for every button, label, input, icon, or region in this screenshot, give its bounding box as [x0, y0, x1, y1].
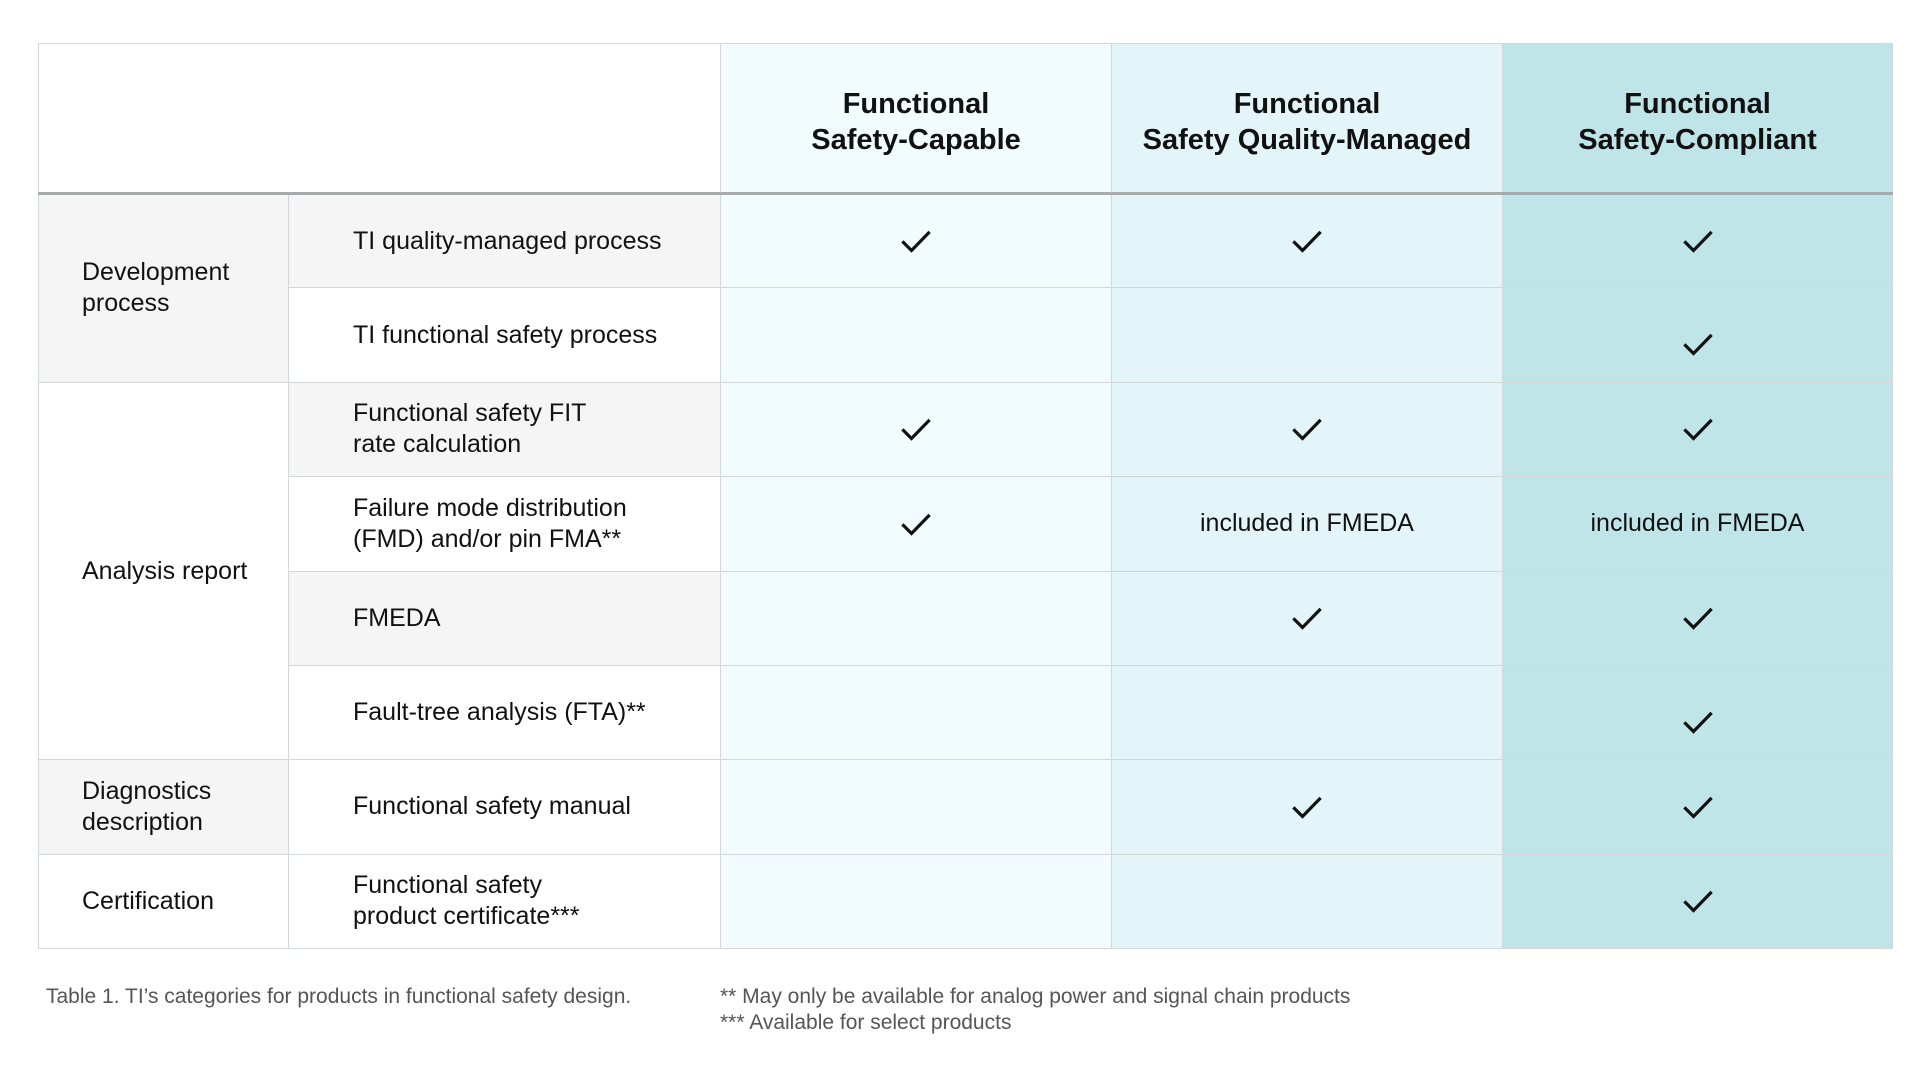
value-cell [1503, 382, 1893, 476]
table-row [39, 382, 1893, 476]
value-cell [1112, 194, 1503, 288]
footnote: *** Available for select products [720, 1011, 1012, 1034]
column-header-quality-managed: Functional Safety Quality-Managed [1112, 44, 1503, 194]
row-item-label: TI quality-managed process [289, 194, 721, 288]
checkmark-icon [1683, 333, 1713, 357]
checkmark-icon [1683, 890, 1713, 914]
value-cell [721, 571, 1112, 665]
value-cell [1503, 288, 1893, 382]
table-row [39, 760, 1893, 854]
value-cell [721, 194, 1112, 288]
value-cell: included in FMEDA [1112, 477, 1503, 571]
header-blank-cell [39, 44, 721, 194]
value-cell: included in FMEDA [1503, 477, 1893, 571]
checkmark-icon [1683, 607, 1713, 631]
column-header-safety-capable: Functional Safety-Capable [721, 44, 1112, 194]
value-cell [1112, 382, 1503, 476]
table-row [39, 288, 1893, 382]
checkmark-icon [901, 418, 931, 442]
checkmark-icon [1683, 230, 1713, 254]
column-header-safety-compliant: Functional Safety-Compliant [1503, 44, 1893, 194]
footnote: ** May only be available for analog power and signal chain products [720, 985, 1351, 1008]
row-item-label: Functional safety product certificate*** [289, 854, 721, 948]
value-cell [1112, 288, 1503, 382]
row-item-label: Functional safety FIT rate calculation [289, 382, 721, 476]
footnotes [720, 984, 1350, 1036]
value-cell [721, 760, 1112, 854]
checkmark-icon [1292, 796, 1322, 820]
value-cell [1112, 571, 1503, 665]
value-cell [721, 665, 1112, 759]
table-row [39, 854, 1893, 948]
checkmark-icon [1683, 796, 1713, 820]
value-cell [1112, 665, 1503, 759]
header-row [39, 44, 1893, 194]
checkmark-icon [1683, 418, 1713, 442]
value-cell [721, 854, 1112, 948]
value-cell [1503, 854, 1893, 948]
checkmark-icon [901, 230, 931, 254]
category-certification: Certification [39, 854, 289, 948]
checkmark-icon [1292, 230, 1322, 254]
row-item-label: TI functional safety process [289, 288, 721, 382]
category-development-process: Development process [39, 194, 289, 383]
table-caption: Table 1. TI’s categories for products in functional safety design. [46, 985, 632, 1008]
row-item-label: FMEDA [289, 571, 721, 665]
checkmark-icon [1292, 607, 1322, 631]
row-item-label: Failure mode distribution (FMD) and/or pin FMA** [289, 477, 721, 571]
value-cell [1503, 571, 1893, 665]
value-cell [1503, 665, 1893, 759]
table-row [39, 477, 1893, 571]
value-cell [721, 288, 1112, 382]
table-row [39, 665, 1893, 759]
value-cell [1503, 194, 1893, 288]
checkmark-icon [901, 513, 931, 537]
row-item-label: Functional safety manual [289, 760, 721, 854]
value-cell [1112, 760, 1503, 854]
functional-safety-table [38, 43, 1893, 949]
value-cell [1503, 760, 1893, 854]
category-analysis-report: Analysis report [39, 382, 289, 760]
table-row [39, 571, 1893, 665]
table-row [39, 194, 1893, 288]
category-diagnostics-description: Diagnostics description [39, 760, 289, 854]
row-item-label: Fault-tree analysis (FTA)** [289, 665, 721, 759]
checkmark-icon [1683, 711, 1713, 735]
value-cell [721, 477, 1112, 571]
checkmark-icon [1292, 418, 1322, 442]
value-cell [1112, 854, 1503, 948]
value-cell [721, 382, 1112, 476]
